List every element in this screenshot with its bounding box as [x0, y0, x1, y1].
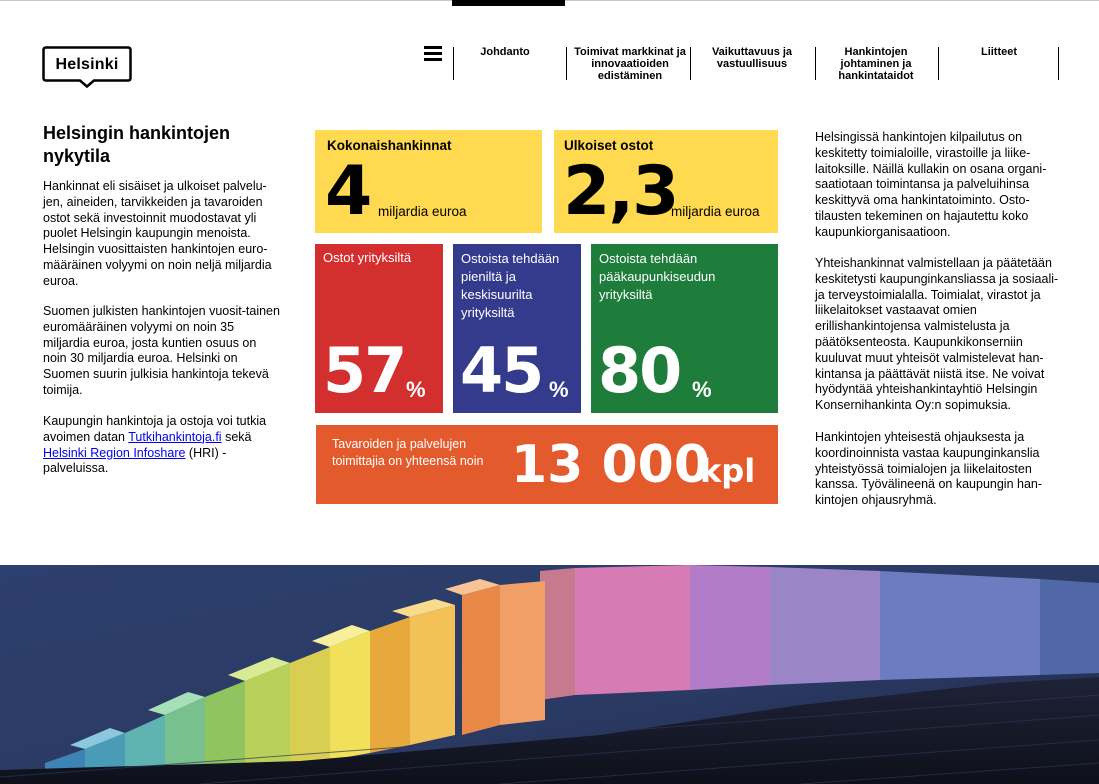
stat-label: Kokonaishankinnat [327, 138, 452, 153]
active-page-indicator [452, 0, 565, 6]
nav-divider [566, 47, 567, 80]
nav-divider [453, 47, 454, 80]
stat-unit: % [692, 377, 712, 402]
helsinki-logo[interactable] [42, 46, 132, 86]
stat-unit: kpl [700, 452, 756, 490]
nav-divider [815, 47, 816, 80]
stat-label: Tavaroiden ja palvelujen toimittajia on yhteensä noin [332, 437, 484, 468]
stat-label: Ulkoiset ostot [564, 138, 654, 153]
colorful-lights-photo [0, 565, 1099, 784]
stat-value: 57 [323, 334, 406, 407]
left-paragraph-2: Suomen julkisten hankintojen vuosit-tainen euromääräinen volyymi on noin 35 miljardia euroa, josta kuntien osuus on noin 30 miljardia euroa. Helsinki on Suomen suurin julkisia hankintoja tekevä toimija. [43, 304, 280, 397]
nav-item-johdanto[interactable]: Johdanto [480, 46, 530, 58]
right-paragraph-1: Helsingissä hankintojen kilpailutus on keskitetty toimialoille, virastoille ja liike-laitoksille. Näillä kullakin on osana organi-saatiotaan toimintansa ja palveluihinsa keskittyvä oma hankintatoiminto. Osto-tilausten tekeminen on hajautettu koko kaupunkiorganisaatioon. [815, 130, 1047, 239]
nav-divider [938, 47, 939, 80]
stat-suppliers-count [316, 425, 778, 504]
stat-label: Ostoista tehdään pääkaupunkiseudun yrityksiltä [599, 251, 716, 302]
section-title: Helsingin hankintojen nykytila [43, 123, 231, 166]
stat-value: 80 [598, 334, 681, 407]
photo-illustration [0, 565, 1099, 784]
stat-value: 13 000 [511, 435, 711, 495]
stat-value: 45 [460, 334, 543, 407]
stat-value: 4 [325, 152, 371, 231]
nav-divider [1058, 47, 1059, 80]
nav-item-hankintojen-johtaminen[interactable]: Hankintojen johtaminen ja hankintataidot [838, 46, 914, 82]
stat-purchases-from-sme [453, 244, 581, 413]
stat-unit: miljardia euroa [671, 204, 760, 219]
right-paragraph-2: Yhteishankinnat valmistellaan ja päätetään keskitetysti kaupunginkansliassa ja sosiaali- ja terveystoimialalla. Toimialat, virastot ja liikelaitokset vastaavat omien erillishankintojensa valmistelusta ja päätöksenteosta. Kaupunkikonserniin kuuluvat muut yhteisöt valmistelevat han-kintansa ja päättävät niistä itse. Ne voivat hyödyntää yhteishankintayhtiö Helsingin Konsernihankinta Oy:n sopimuksia. [815, 256, 1059, 413]
stat-purchases-from-companies [315, 244, 443, 413]
hamburger-menu-icon[interactable] [424, 46, 442, 62]
tutkihankintoja-link[interactable]: Tutkihankintoja.fi [128, 429, 222, 444]
right-paragraph-3: Hankintojen yhteisestä ohjauksesta ja koordinoinnista vastaa kaupunginkanslia yhteistyössä toimialojen ja liikelaitosten kanssa. Työvälineenä on kaupungin han-kintojen ohjausryhmä. [815, 430, 1043, 508]
stat-unit: miljardia euroa [378, 204, 467, 219]
stat-unit: % [549, 377, 569, 402]
stat-external-purchases [554, 130, 778, 233]
logo-text: Helsinki [55, 56, 119, 73]
stat-unit: % [406, 377, 426, 402]
nav-item-liitteet[interactable]: Liitteet [980, 46, 1018, 58]
hri-link[interactable]: Helsinki Region Infoshare [43, 445, 186, 460]
left-paragraph-3: Kaupungin hankintoja ja ostoja voi tutkia avoimen datan Tutkihankintoja.fi sekä Helsinki Region Infoshare (HRI) -palveluissa. [43, 414, 267, 476]
nav-item-vaikuttavuus[interactable]: Vaikuttavuus ja vastuullisuus [711, 46, 793, 70]
stat-purchases-from-capital-region [591, 244, 778, 413]
stat-total-procurement [315, 130, 542, 233]
stat-label: Ostoista tehdään pieniltä ja keskisuurilta yrityksiltä [461, 251, 560, 320]
nav-divider [690, 47, 691, 80]
nav-item-toimivat-markkinat[interactable]: Toimivat markkinat ja innovaatioiden edistäminen [574, 46, 686, 82]
stat-value: 2,3 [563, 152, 678, 231]
stat-label: Ostot yrityksiltä [323, 250, 412, 265]
left-paragraph-1: Hankinnat eli sisäiset ja ulkoiset palvelu-jen, aineiden, tarvikkeiden ja tavaroiden ostot sekä investoinnit muodostavat yli puolet Helsingin kaupungin menoista. Helsingin vuosittaisten hankintojen euro-määräinen volyymi on noin neljä miljardia euroa. [43, 179, 272, 288]
